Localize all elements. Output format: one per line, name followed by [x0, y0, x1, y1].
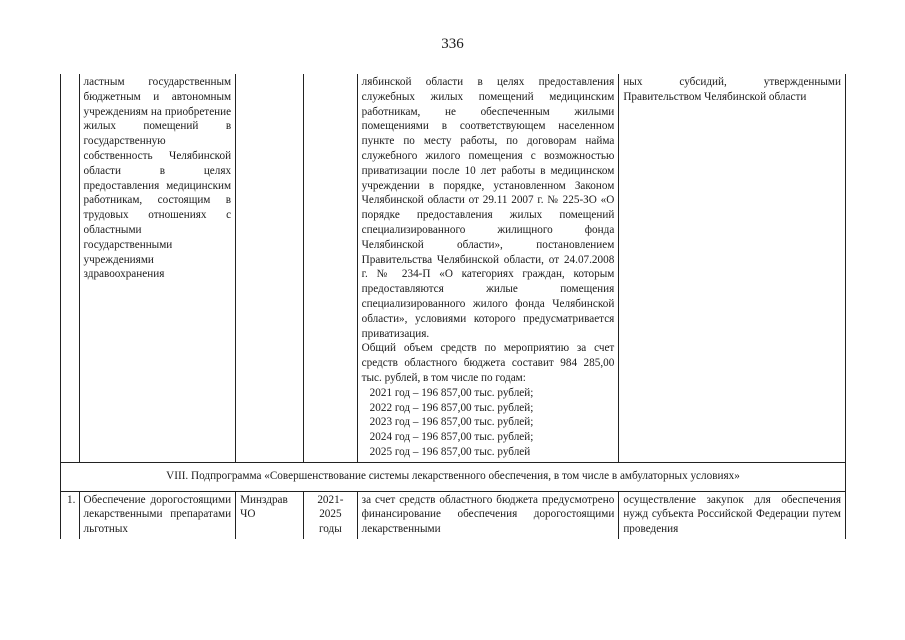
section-header-row: [61, 462, 846, 491]
table-row-continued: [61, 74, 846, 462]
cell-responsible: [236, 74, 304, 462]
total-funding-text: Общий объем средств по мероприятию за счет средств областного бюджета составит 984 285,00 тыс. рублей, в том числе по годам:: [361, 342, 615, 384]
cell-result: осуществление закупок для обеспечения нужд субъекта Российской Федерации путем проведения: [619, 491, 846, 539]
program-table: [60, 74, 846, 539]
year-funding-line: 2023 год – 196 857,00 тыс. рублей;: [369, 416, 534, 429]
year-funding-line: 2024 год – 196 857,00 тыс. рублей;: [369, 431, 534, 444]
cell-activity-name: Обеспечение дорогостоящими лекарственными препаратами льготных: [79, 491, 236, 539]
cell-term: 2021-2025 годы: [304, 491, 358, 539]
page-number: 336: [441, 36, 464, 52]
cell-description: за счет средств областного бюджета предусмотрено финансирование обеспечения дорогостоящими лекарственными: [357, 491, 619, 539]
cell-result: ных субсидий, утвержденными Правительством Челябинской области: [619, 74, 846, 462]
year-funding-line: 2022 год – 196 857,00 тыс. рублей;: [369, 401, 534, 414]
table-row: [61, 491, 846, 539]
cell-responsible: Минздрав ЧО: [236, 491, 304, 539]
year-funding-line: 2021 год – 196 857,00 тыс. рублей;: [369, 386, 534, 399]
cell-number: 1.: [61, 491, 80, 539]
cell-activity-name: ластным государственным бюджетным и автономным учреждениям на приобретение жилых помещений в государственную собственность Челябинской области в целях предоставления медицинским работникам, состоящим в трудовых отношениях с областными государственными учреждениями здравоохранения: [79, 74, 236, 462]
cell-description: [357, 74, 619, 462]
cell-number: [61, 74, 80, 462]
subprogram-title: VIII. Подпрограмма «Совершенствование системы лекарственного обеспечения, в том числе в амбулаторных условиях»: [61, 462, 846, 491]
description-text: лябинской области в целях предоставления служебных жилых помещений медицинским работникам, не обеспеченным жилыми помещениями в соответствующем населенном пункте по месту работы, по договорам найма служебного жилого помещения с возможностью приватизации после 10 лет работы в медицинском учреждении в порядке, установленном Законом Челябинской области от 29.11 2007 г. № 225-ЗО «О порядке предоставления жилых помещений специализированного жилищного фонда Челябинской области», постановлением Правительства Челябинской области, от 24.07.2008 г. № 234-П «О категориях граждан, которым предоставляются жилые помещения специализированного жилого фонда Челябинской области», условиями которого предусматривается приватизация.: [361, 76, 615, 340]
cell-term: [304, 74, 358, 462]
year-funding-line: 2025 год – 196 857,00 тыс. рублей: [369, 445, 531, 458]
